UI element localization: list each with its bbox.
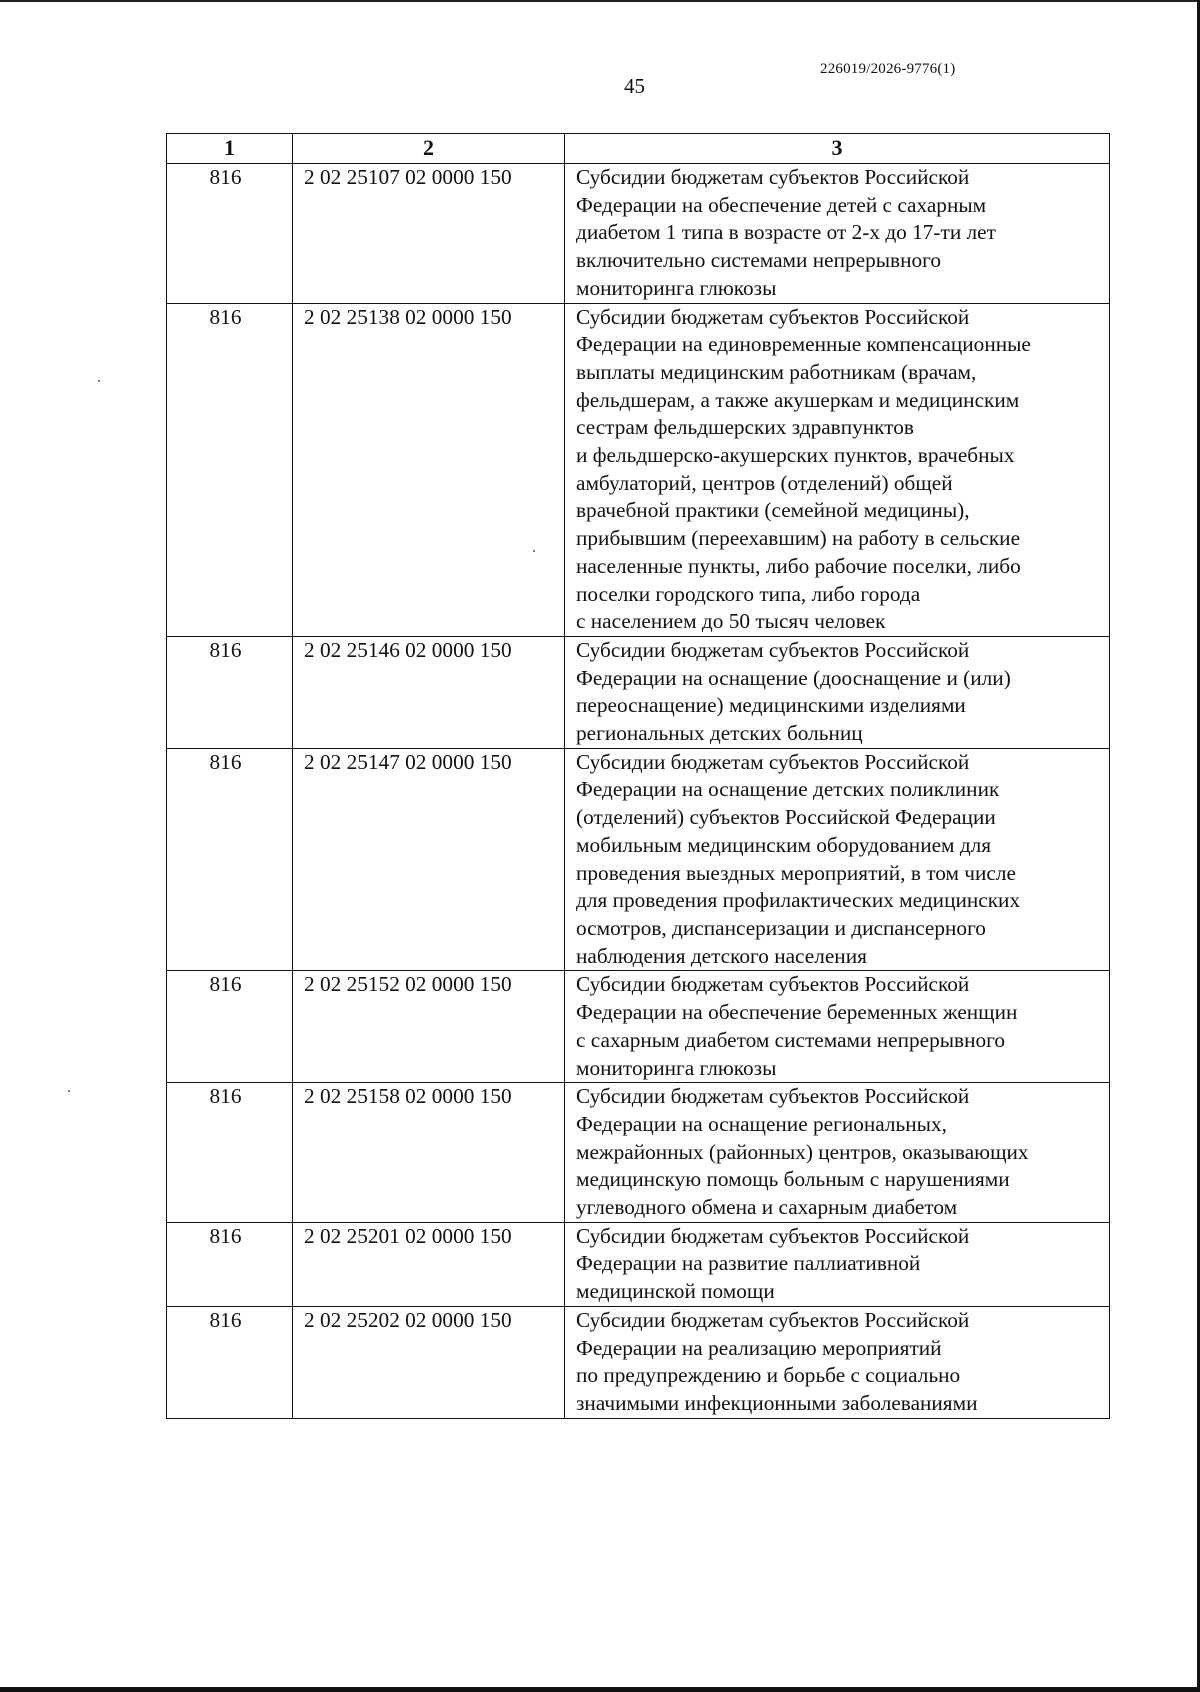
- admin-code-cell: 816: [167, 1083, 293, 1223]
- description-line: Федерации на обеспечение беременных женщин: [576, 1000, 1018, 1025]
- description-line: Субсидии бюджетам субъектов Российской: [576, 637, 970, 662]
- description-cell: [565, 636, 1110, 748]
- table-row: [167, 748, 1110, 971]
- description-line: поселки городского типа, либо города: [576, 581, 921, 606]
- description-line: проведения выездных мероприятий, в том числе: [576, 860, 1016, 885]
- description-line: осмотров, диспансеризации и диспансерного: [576, 915, 986, 940]
- description-cell: [565, 971, 1110, 1083]
- table-body: [167, 164, 1110, 1419]
- description-line: по предупреждению и борьбе с социально: [576, 1363, 961, 1388]
- scan-edge-top: [0, 0, 1200, 2]
- description-line: наблюдения детского населения: [576, 943, 867, 968]
- description-cell: [565, 303, 1110, 636]
- scan-speck: [533, 550, 535, 552]
- description-line: мониторинга глюкозы: [576, 275, 777, 300]
- description-line: для проведения профилактических медицинских: [576, 888, 1021, 913]
- budget-code-cell: 2 02 25158 02 0000 150: [293, 1083, 565, 1223]
- budget-code-cell: 2 02 25202 02 0000 150: [293, 1306, 565, 1418]
- budget-code-cell: 2 02 25138 02 0000 150: [293, 303, 565, 636]
- description-line: межрайонных (районных) центров, оказывающих: [576, 1139, 1029, 1164]
- column-header-2: 2: [293, 134, 565, 164]
- table-row: [167, 1306, 1110, 1418]
- admin-code-cell: 816: [167, 1306, 293, 1418]
- header-row: [167, 134, 1110, 164]
- description-cell: [565, 1222, 1110, 1306]
- admin-code-cell: 816: [167, 303, 293, 636]
- description-cell: [565, 164, 1110, 304]
- description-cell: [565, 1306, 1110, 1418]
- admin-code-cell: 816: [167, 971, 293, 1083]
- description-line: значимыми инфекционными заболеваниями: [576, 1390, 978, 1415]
- page-number: 45: [624, 74, 645, 98]
- description-line: населенные пункты, либо рабочие поселки, либо: [576, 553, 1021, 578]
- description-line: выплаты медицинским работникам (врачам,: [576, 359, 977, 384]
- table-row: [167, 636, 1110, 748]
- description-line: с сахарным диабетом системами непрерывного: [576, 1027, 1005, 1052]
- description-line: Субсидии бюджетам субъектов Российской: [576, 304, 970, 329]
- table-header: [167, 134, 1110, 164]
- description-line: мобильным медицинским оборудованием для: [576, 832, 992, 857]
- description-line: углеводного обмена и сахарным диабетом: [576, 1195, 958, 1220]
- description-cell: [565, 748, 1110, 971]
- description-line: Федерации на оснащение региональных,: [576, 1111, 947, 1136]
- description-line: Субсидии бюджетам субъектов Российской: [576, 1084, 970, 1109]
- description-line: и фельдшерско-акушерских пунктов, врачебных: [576, 443, 1015, 468]
- admin-code-cell: 816: [167, 1222, 293, 1306]
- description-line: Федерации на единовременные компенсационные: [576, 332, 1031, 357]
- description-line: прибывшим (переехавшим) на работу в сельские: [576, 526, 1021, 551]
- table-row: [167, 1222, 1110, 1306]
- description-line: с населением до 50 тысяч человек: [576, 609, 886, 634]
- description-line: Федерации на реализацию мероприятий: [576, 1335, 942, 1360]
- budget-code-cell: 2 02 25152 02 0000 150: [293, 971, 565, 1083]
- description-line: амбулаторий, центров (отделений) общей: [576, 470, 953, 495]
- scan-edge-bottom: [0, 1687, 1200, 1692]
- description-line: врачебной практики (семейной медицины),: [576, 498, 970, 523]
- description-line: медицинской помощи: [576, 1279, 775, 1304]
- admin-code-cell: 816: [167, 636, 293, 748]
- column-header-3: 3: [565, 134, 1110, 164]
- scan-speck: [98, 380, 100, 382]
- description-line: медицинскую помощь больным с нарушениями: [576, 1167, 1010, 1192]
- description-line: (отделений) субъектов Российской Федерации: [576, 805, 996, 830]
- description-line: мониторинга глюкозы: [576, 1055, 777, 1080]
- description-line: диабетом 1 типа в возрасте от 2-х до 17-ти лет: [576, 220, 996, 245]
- description-line: Субсидии бюджетам субъектов Российской: [576, 165, 970, 189]
- description-line: Субсидии бюджетам субъектов Российской: [576, 749, 970, 774]
- description-line: фельдшерам, а также акушеркам и медицинским: [576, 387, 1020, 412]
- budget-classification-table: [166, 133, 1110, 1419]
- description-line: включительно системами непрерывного: [576, 248, 942, 273]
- budget-code-cell: 2 02 25107 02 0000 150: [293, 164, 565, 304]
- document-registration-number: 226019/2026-9776(1): [820, 61, 956, 77]
- description-line: Федерации на оснащение детских поликлиник: [576, 777, 1000, 802]
- admin-code-cell: 816: [167, 748, 293, 971]
- description-line: Федерации на обеспечение детей с сахарным: [576, 192, 987, 217]
- budget-code-cell: 2 02 25147 02 0000 150: [293, 748, 565, 971]
- admin-code-cell: 816: [167, 164, 293, 304]
- table-row: [167, 164, 1110, 304]
- budget-code-cell: 2 02 25146 02 0000 150: [293, 636, 565, 748]
- scan-speck: [68, 1090, 70, 1092]
- description-line: Субсидии бюджетам субъектов Российской: [576, 1223, 970, 1248]
- description-line: Субсидии бюджетам субъектов Российской: [576, 1307, 970, 1332]
- table-row: [167, 303, 1110, 636]
- description-line: Федерации на развитие паллиативной: [576, 1251, 921, 1276]
- description-line: переоснащение) медицинскими изделиями: [576, 693, 966, 718]
- table-row: [167, 971, 1110, 1083]
- description-line: региональных детских больниц: [576, 721, 863, 746]
- column-header-1: 1: [167, 134, 293, 164]
- description-line: сестрам фельдшерских здравпунктов: [576, 415, 914, 440]
- table-row: [167, 1083, 1110, 1223]
- description-line: Субсидии бюджетам субъектов Российской: [576, 972, 970, 997]
- description-line: Федерации на оснащение (дооснащение и (или): [576, 665, 1011, 690]
- budget-code-cell: 2 02 25201 02 0000 150: [293, 1222, 565, 1306]
- description-cell: [565, 1083, 1110, 1223]
